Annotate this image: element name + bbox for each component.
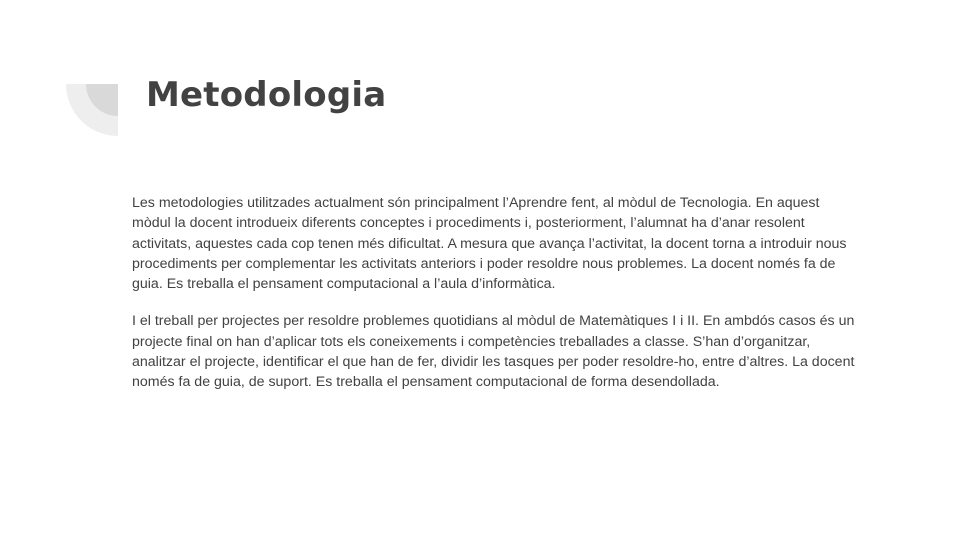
slide-title: Metodologia xyxy=(146,75,387,115)
paragraph: I el treball per projectes per resoldre problemes quotidians al mòdul de Matemàtiques I i II. En ambdós casos és un projecte final on han d’aplicar tots els coneixements i competències treballades a classe. S’han d’organitzar, analitzar el projecte, identificar el que han de fer, dividir les tasques per poder resoldre-ho, entre d’altres. La docent només fa de guia, de suport. Es treballa el pensament computacional de forma desendollada. xyxy=(132,313,855,391)
corner-decoration xyxy=(66,84,118,136)
paragraph: Les metodologies utilitzades actualment són principalment l’Aprendre fent, al mòdul de Tecnologia. En aquest mòdul la docent introdueix diferents conceptes i procediments i, posteriorment, l’alumnat ha d’anar resolent activitats, aquestes cada cop tenen més dificultat. A mesura que avança l’activitat, la docent torna a introduir nous procediments per complementar les activitats anteriors i poder resoldre nous problemes. La docent només fa de guia. Es treballa el pensament computacional a l’aula d’informàtica. xyxy=(132,195,847,293)
slide-body xyxy=(132,193,862,410)
